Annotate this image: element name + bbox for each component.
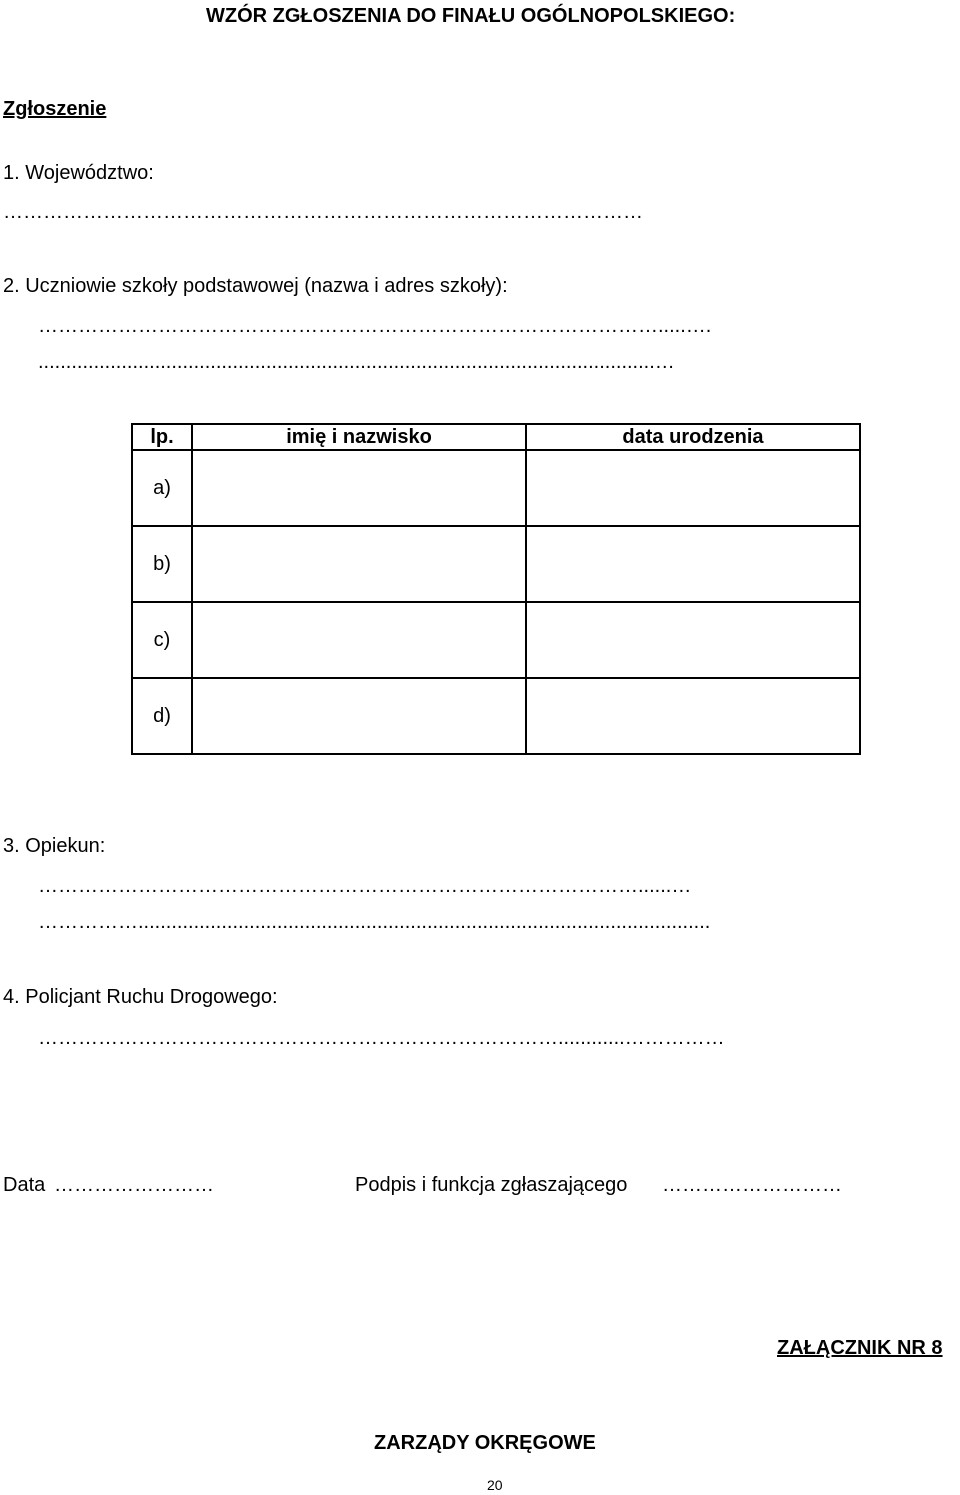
students-label: 2. Uczniowie szkoły podstawowej (nazwa i adres szkoły): <box>3 275 508 297</box>
birth-date-cell[interactable] <box>526 678 860 754</box>
table-row <box>132 602 860 678</box>
row-label: a) <box>132 450 192 526</box>
table-row <box>132 526 860 602</box>
participants-table <box>131 423 861 755</box>
row-label: b) <box>132 526 192 602</box>
column-header-birth-date: data urodzenia <box>526 424 860 450</box>
form-heading: Zgłoszenie <box>3 98 107 120</box>
table-header-row <box>132 424 860 450</box>
signature-field[interactable]: ……………………… <box>662 1174 842 1196</box>
row-label: d) <box>132 678 192 754</box>
voivodeship-label: 1. Województwo: <box>3 162 154 184</box>
page-number: 20 <box>487 1477 503 1493</box>
page-title: WZÓR ZGŁOSZENIA DO FINAŁU OGÓLNOPOLSKIEGO: <box>206 5 736 27</box>
name-cell[interactable] <box>192 678 526 754</box>
school-address-field[interactable]: ...............................................................................................................… <box>38 351 675 373</box>
date-field[interactable]: …………………… <box>54 1174 214 1196</box>
police-officer-label: 4. Policjant Ruchu Drogowego: <box>3 986 278 1008</box>
date-label: Data <box>3 1174 46 1196</box>
row-label: c) <box>132 602 192 678</box>
school-name-field[interactable]: ………………………………………………………………………………….....…. <box>38 315 712 337</box>
column-header-name: imię i nazwisko <box>192 424 526 450</box>
guardian-field-line1[interactable]: ………………………………………………………………………………......… <box>38 875 692 897</box>
voivodeship-field[interactable]: …………………………………………………………………………………… <box>3 201 643 223</box>
district-boards-heading: ZARZĄDY OKRĘGOWE <box>374 1432 596 1454</box>
birth-date-cell[interactable] <box>526 526 860 602</box>
birth-date-cell[interactable] <box>526 450 860 526</box>
guardian-label: 3. Opiekun: <box>3 835 106 857</box>
name-cell[interactable] <box>192 526 526 602</box>
attachment-heading: ZAŁĄCZNIK NR 8 <box>777 1337 943 1359</box>
table-row <box>132 678 860 754</box>
name-cell[interactable] <box>192 450 526 526</box>
birth-date-cell[interactable] <box>526 602 860 678</box>
guardian-field-line2[interactable]: ……………....................................................................................................... <box>38 911 711 933</box>
police-officer-field[interactable]: ……………………………………………………………………............…………… <box>38 1027 725 1049</box>
name-cell[interactable] <box>192 602 526 678</box>
column-header-lp: lp. <box>132 424 192 450</box>
table-row <box>132 450 860 526</box>
signature-label: Podpis i funkcja zgłaszającego <box>355 1174 628 1196</box>
